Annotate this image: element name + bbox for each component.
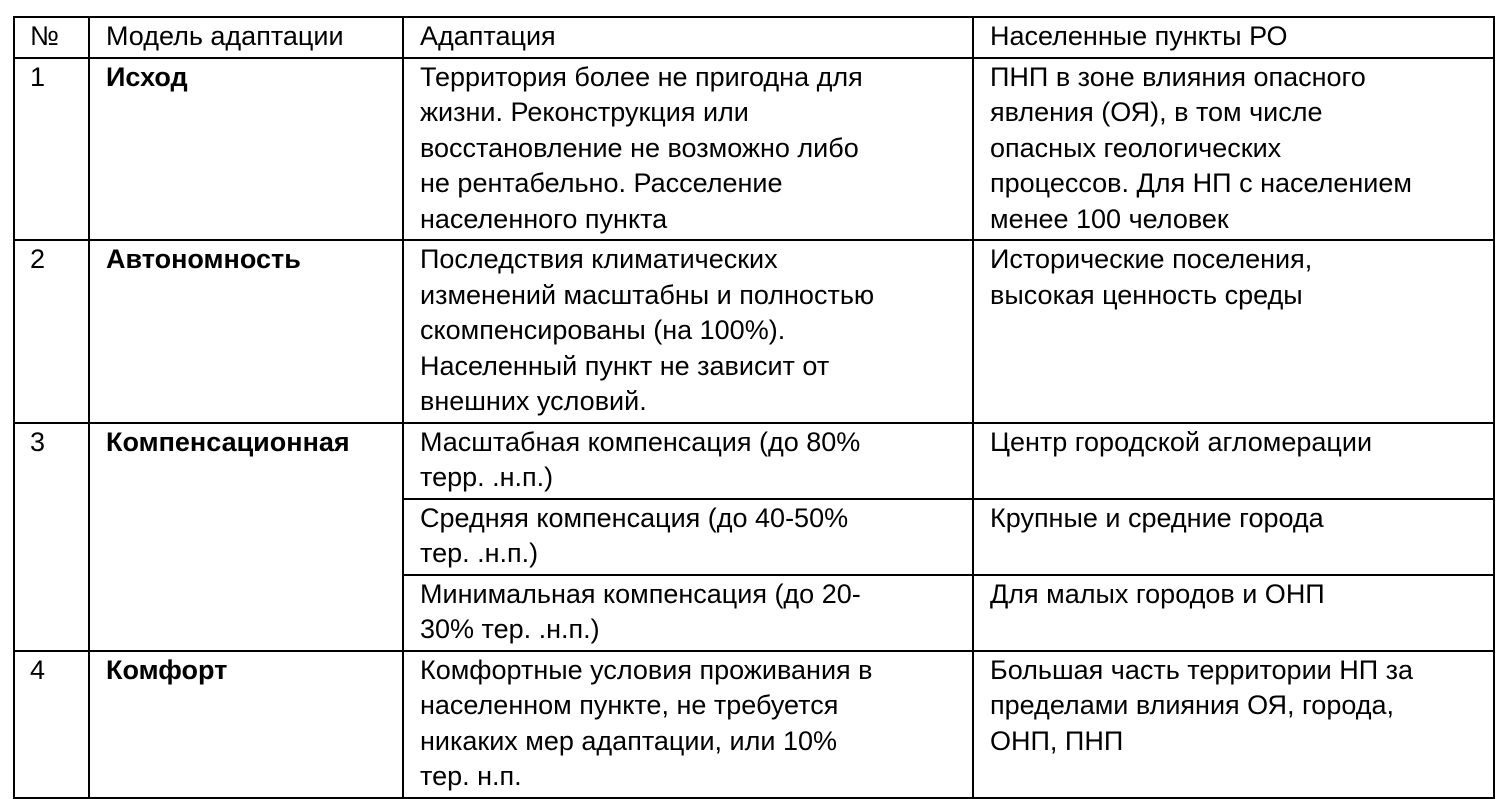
table-row — [14, 651, 1494, 798]
row-model: Компенсационная — [89, 423, 403, 651]
adaptation-models-table — [13, 16, 1495, 799]
row-settlements: Для малых городов и ОНП — [973, 575, 1494, 651]
header-model: Модель адаптации — [89, 17, 403, 58]
row-settlements: Крупные и средние города — [973, 499, 1494, 575]
header-settlements: Населенные пункты РО — [973, 17, 1494, 58]
row-adaptation: Минимальная компенсация (до 20- 30% тер. .н.п.) — [403, 575, 973, 651]
row-num: 4 — [14, 651, 89, 798]
table-row — [14, 423, 1494, 499]
table-header-row — [14, 17, 1494, 58]
row-num: 2 — [14, 240, 89, 423]
row-model: Комфорт — [89, 651, 403, 798]
row-settlements: Центр городской агломерации — [973, 423, 1494, 499]
row-adaptation: Последствия климатических изменений масштабны и полностью скомпенсированы (на 100%). Населенный пункт не зависит от внешних условий. — [403, 240, 973, 423]
row-settlements: ПНП в зоне влияния опасного явления (ОЯ), в том числе опасных геологических процессов. Для НП с населением менее 100 человек — [973, 58, 1494, 241]
row-num: 1 — [14, 58, 89, 241]
table-row — [14, 240, 1494, 423]
row-settlements: Большая часть территории НП за пределами влияния ОЯ, города, ОНП, ПНП — [973, 651, 1494, 798]
header-adaptation: Адаптация — [403, 17, 973, 58]
row-model: Автономность — [89, 240, 403, 423]
row-settlements: Исторические поселения, высокая ценность среды — [973, 240, 1494, 423]
row-num: 3 — [14, 423, 89, 651]
row-model: Исход — [89, 58, 403, 241]
row-adaptation: Территория более не пригодна для жизни. Реконструкция или восстановление не возможно либо не рентабельно. Расселение населенного пункта — [403, 58, 973, 241]
row-adaptation: Комфортные условия проживания в населенном пункте, не требуется никаких мер адаптации, или 10% тер. н.п. — [403, 651, 973, 798]
row-adaptation: Средняя компенсация (до 40-50% тер. .н.п.) — [403, 499, 973, 575]
row-adaptation: Масштабная компенсация (до 80% терр. .н.п.) — [403, 423, 973, 499]
table-row — [14, 58, 1494, 241]
header-num: № — [14, 17, 89, 58]
